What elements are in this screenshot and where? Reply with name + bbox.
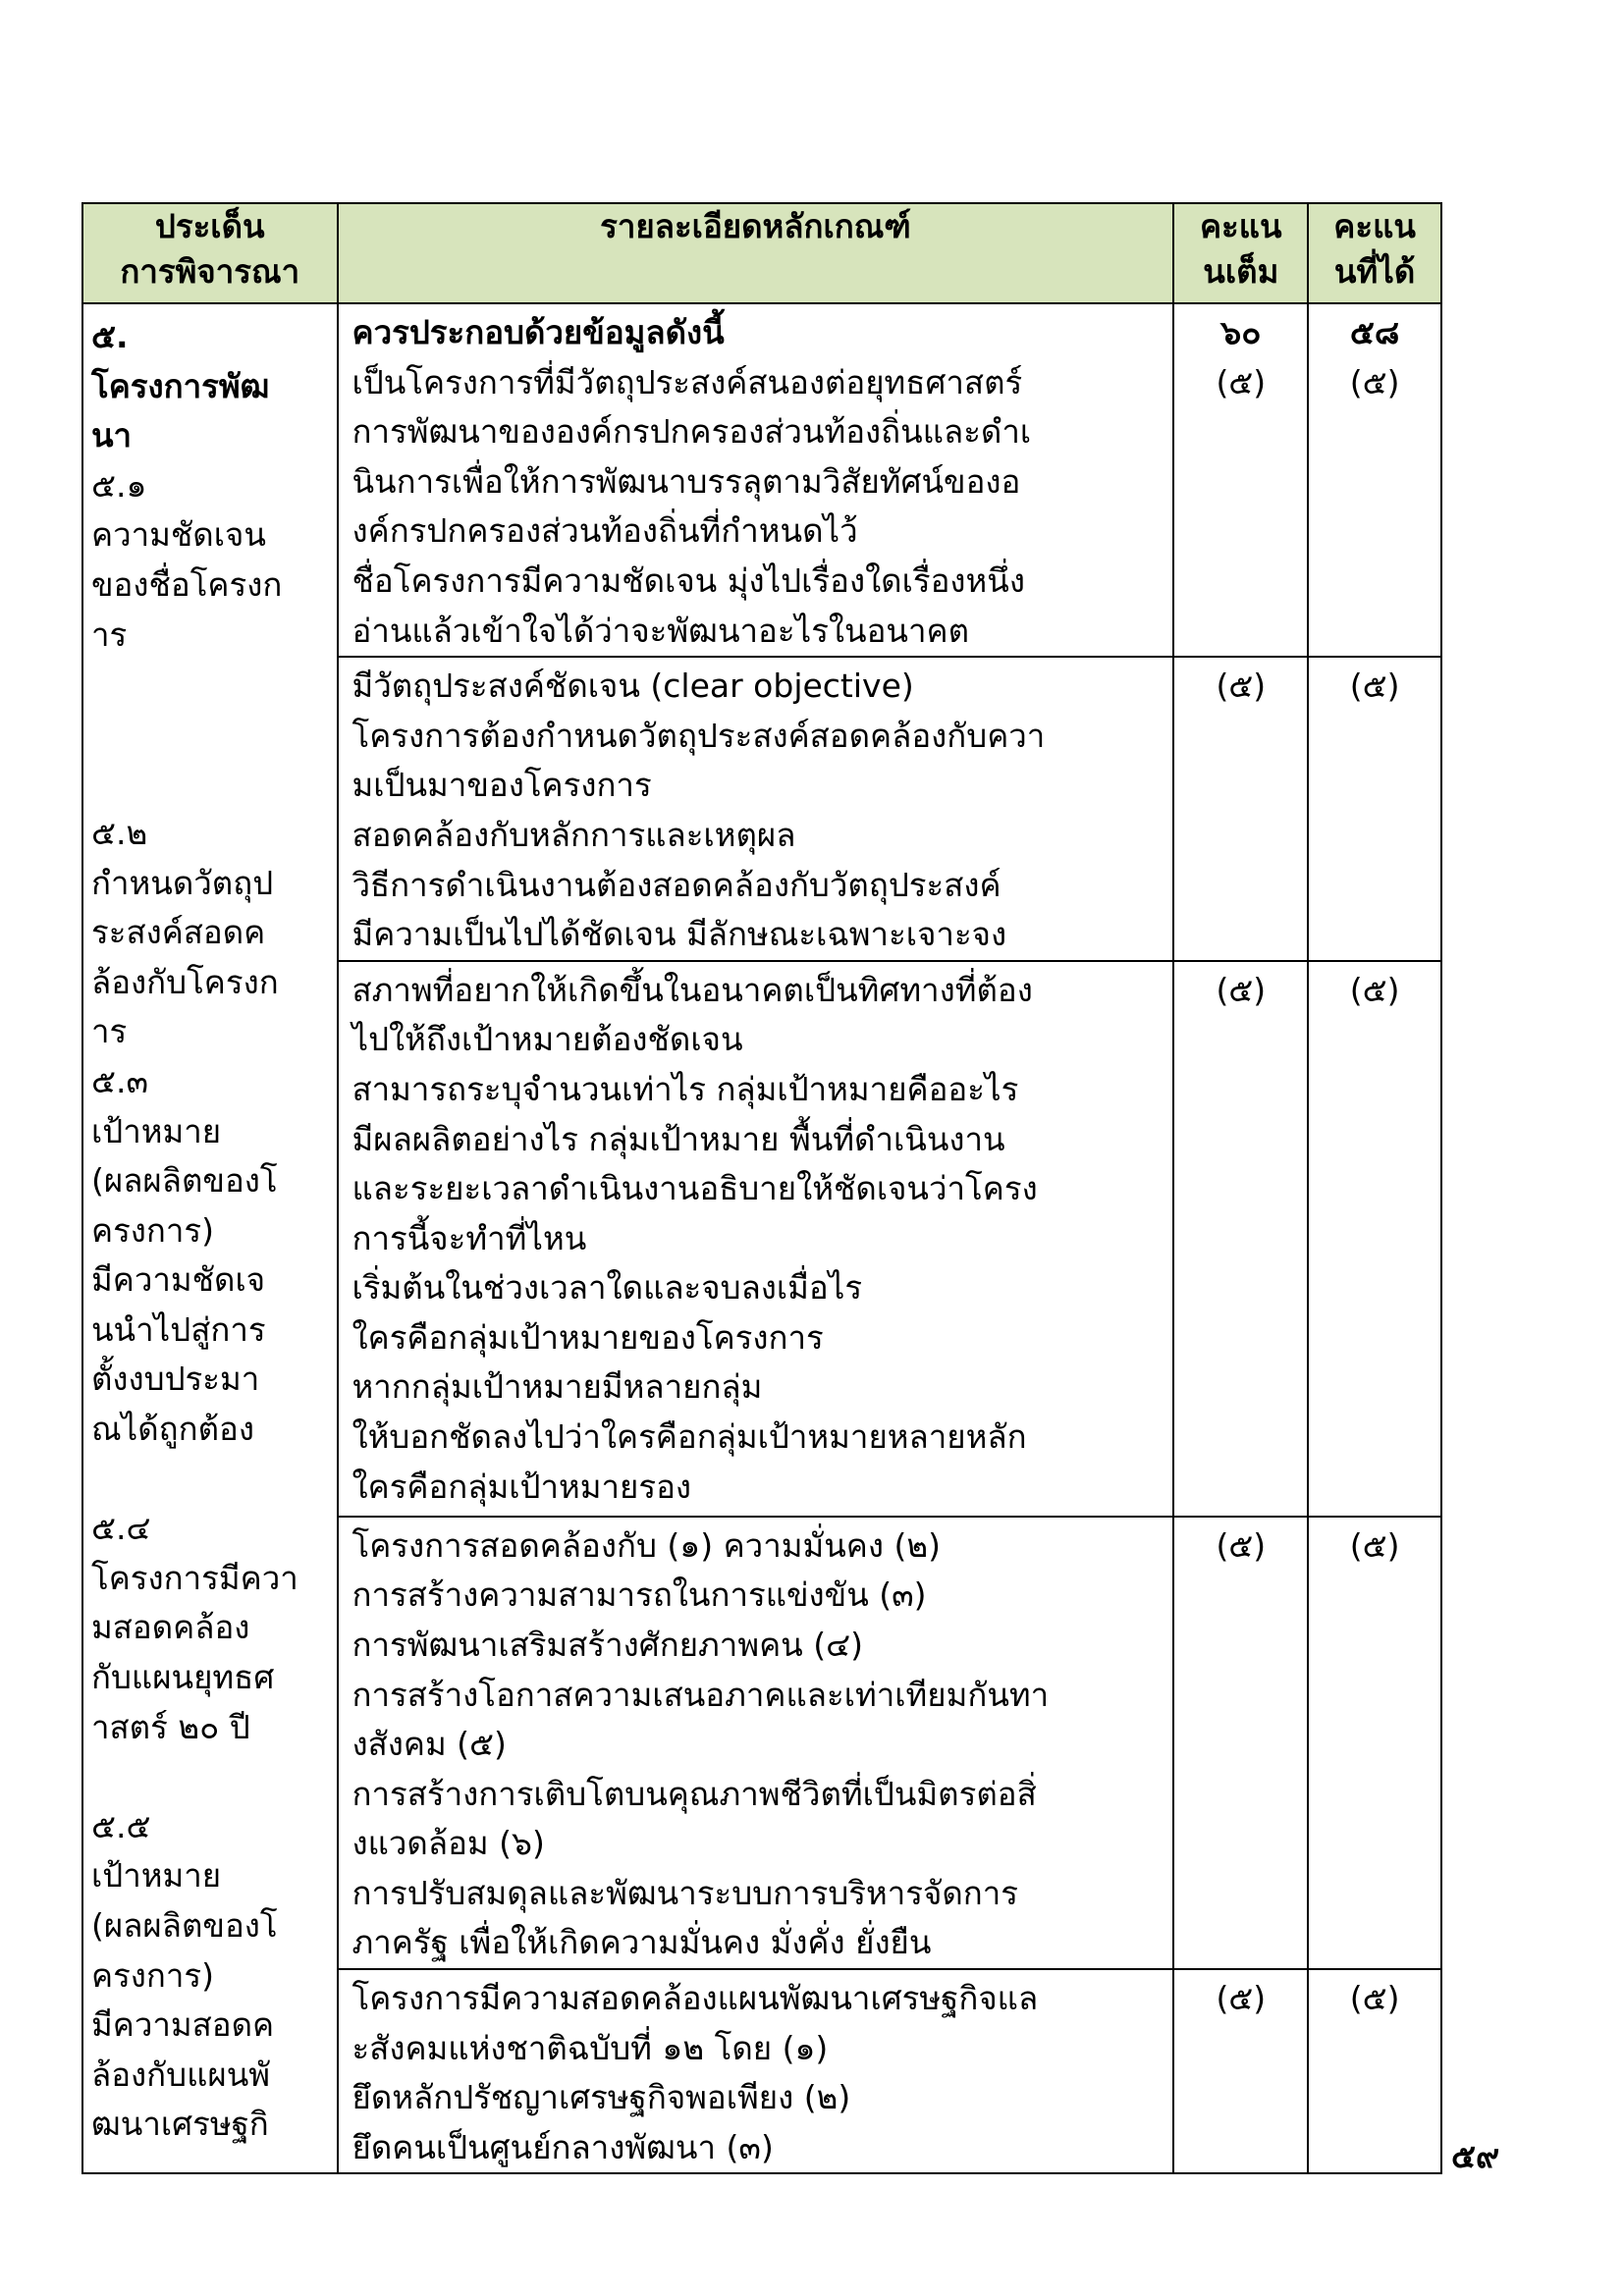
criteria-line: ใครคือกลุ่มเป้าหมายของโครงการ: [352, 1317, 824, 1357]
criteria-line: สภาพที่อยากให้เกิดขึ้นในอนาคตเป็นทิศทางที่ต้อง: [352, 970, 1033, 1009]
criteria-line: ใครคือกลุ่มเป้าหมายรอง: [352, 1467, 692, 1506]
criteria-table: [81, 202, 1442, 2174]
received-score-cell: [1308, 303, 1441, 657]
issue-main-title-2: นา: [91, 416, 133, 455]
criteria-line: การปรับสมดุลและพัฒนาระบบการบริหารจัดการ: [352, 1873, 1019, 1912]
issue-5-5-line: ครงการ): [91, 1955, 215, 1995]
issue-5-4-line: โครงการมีควา: [91, 1558, 298, 1597]
header-received-score-line-1: คะแน: [1333, 207, 1416, 245]
page-number: ๕๙: [1451, 2137, 1500, 2175]
full-score-cell: [1173, 961, 1308, 1517]
criteria-line: ะสังคมแห่งชาติฉบับที่ ๑๒ โดย (๑): [352, 2028, 829, 2067]
criteria-line: มีผลผลิตอย่างไร กลุ่มเป้าหมาย พื้นที่ดำเนินงาน: [352, 1119, 1005, 1158]
issue-5-3-line: เป้าหมาย: [91, 1111, 222, 1150]
issue-5-3-line: นนำไปสู่การ: [91, 1309, 266, 1349]
full-score: (๕): [1216, 362, 1267, 401]
header-criteria: รายละเอียดหลักเกณฑ์: [338, 203, 1174, 303]
criteria-line: วิธีการดำเนินงานต้องสอดคล้องกับวัตถุประสงค์: [352, 865, 1001, 904]
issue-5-2-line: ระสงค์สอดค: [91, 913, 266, 952]
criteria-cell: [338, 303, 1174, 657]
issue-5-1-number: ๕.๑: [91, 465, 147, 505]
criteria-line: การพัฒนาเสริมสร้างศักยภาพคน (๔): [352, 1625, 863, 1664]
received-score: (๕): [1349, 667, 1400, 706]
criteria-cell: [338, 1517, 1174, 1969]
criteria-line: สอดคล้องกับหลักการและเหตุผล: [352, 815, 796, 854]
header-full-score-line-1: คะแน: [1199, 207, 1282, 245]
full-score-cell: [1173, 1969, 1308, 2173]
issue-5-1-line: าร: [91, 614, 128, 654]
issues-column: [82, 303, 338, 2173]
issue-5-2-number: ๕.๒: [91, 813, 148, 852]
issue-5-5-line: มีความสอดค: [91, 2005, 275, 2045]
criteria-line: อ่านแล้วเข้าใจได้ว่าจะพัฒนาอะไรในอนาคต: [352, 611, 969, 650]
received-score: (๕): [1349, 1525, 1400, 1565]
criteria-line: มีความเป็นไปได้ชัดเจน มีลักษณะเฉพาะเจาะจง: [352, 915, 1007, 954]
criteria-line: สามารถระบุจำนวนเท่าไร กลุ่มเป้าหมายคืออะไร: [352, 1069, 1019, 1108]
header-full-score: [1173, 203, 1308, 303]
issue-main-number: ๕.: [91, 317, 129, 355]
issue-5-5-line: เป้าหมาย: [91, 1856, 222, 1896]
criteria-line: ไปให้ถึงเป้าหมายต้องชัดเจน: [352, 1020, 743, 1059]
criteria-cell: [338, 961, 1174, 1517]
criteria-line: ภาครัฐ เพื่อให้เกิดความมั่นคง มั่งคั่ง ยั่งยืน: [352, 1923, 932, 1962]
criteria-line: งสังคม (๕): [352, 1725, 507, 1764]
received-score: (๕): [1349, 362, 1400, 401]
header-received-score: [1308, 203, 1441, 303]
criteria-line: เริ่มต้นในช่วงเวลาใดและจบลงเมื่อไร: [352, 1268, 863, 1308]
issue-5-2-line: กำหนดวัตถุป: [91, 863, 274, 902]
criteria-line: งแวดล้อม (๖): [352, 1824, 545, 1863]
issue-5-3-line: ตั้งงบประมา: [91, 1360, 260, 1399]
criteria-line: ให้บอกชัดลงไปว่าใครคือกลุ่มเป้าหมายหลายหลัก: [352, 1417, 1027, 1457]
issue-5-2-line: าร: [91, 1012, 128, 1051]
criteria-line: การสร้างการเติบโตบนคุณภาพชีวิตที่เป็นมิตรต่อสิ่: [352, 1774, 1037, 1813]
issue-5-3-line: (ผลผลิตของโ: [91, 1161, 278, 1201]
criteria-line: โครงการมีความสอดคล้องแผนพัฒนาเศรษฐกิจแล: [352, 1979, 1039, 2018]
issue-5-5-number: ๕.๕: [91, 1806, 151, 1845]
issue-5-5-line: (ผลผลิตของโ: [91, 1906, 278, 1945]
received-score-cell: [1308, 1969, 1441, 2173]
issue-5-5-line: ล้องกับแผนพั: [91, 2055, 270, 2094]
criteria-line: มเป็นมาของโครงการ: [352, 766, 652, 805]
criteria-line: ยึดหลักปรัชญาเศรษฐกิจพอเพียง (๒): [352, 2078, 851, 2117]
criteria-line: นินการเพื่อให้การพัฒนาบรรลุตามวิสัยทัศน์ของอ: [352, 461, 1021, 501]
header-issue-line-1: ประเด็น: [154, 207, 265, 245]
received-score-cell: [1308, 961, 1441, 1517]
table-header-row: [82, 203, 1441, 303]
issue-5-1-line: ของชื่อโครงก: [91, 564, 283, 604]
received-score-cell: [1308, 1517, 1441, 1969]
issue-5-3-line: ณได้ถูกต้อง: [91, 1410, 254, 1449]
issue-5-4-number: ๕.๔: [91, 1509, 151, 1548]
criteria-line: มีวัตถุประสงค์ชัดเจน (clear objective): [352, 667, 914, 706]
criteria-line: โครงการต้องกำหนดวัตถุประสงค์สอดคล้องกับควา: [352, 716, 1046, 755]
full-score: (๕): [1216, 667, 1267, 706]
issue-5-4-line: กับแผนยุทธศ: [91, 1658, 275, 1697]
criteria-line: หากกลุ่มเป้าหมายมีหลายกลุ่ม: [352, 1367, 763, 1407]
criteria-line: การพัฒนาขององค์กรปกครองส่วนท้องถิ่นและดำเ: [352, 412, 1032, 452]
criteria-cell: [338, 657, 1174, 961]
criteria-line: การสร้างความสามารถในการแข่งขัน (๓): [352, 1575, 927, 1615]
header-issue: [82, 203, 338, 303]
full-score-cell: [1173, 1517, 1308, 1969]
criteria-line: การสร้างโอกาสความเสนอภาคและเท่าเทียมกันทา: [352, 1675, 1050, 1714]
issue-5-4-line: าสตร์ ๒๐ ปี: [91, 1707, 250, 1746]
received-score-cell: [1308, 657, 1441, 961]
issue-5-3-line: ครงการ): [91, 1210, 215, 1250]
issue-5-3-line: มีความชัดเจ: [91, 1260, 266, 1300]
received-score: (๕): [1349, 1979, 1400, 2018]
issue-5-2-line: ล้องกับโครงก: [91, 962, 279, 1001]
criteria-line: และระยะเวลาดำเนินงานอธิบายให้ชัดเจนว่าโครง: [352, 1169, 1038, 1208]
issue-5-4-line: มสอดคล้อง: [91, 1608, 250, 1647]
table-row: [82, 303, 1441, 657]
received-score-total: ๕๘: [1349, 313, 1400, 351]
criteria-line: ยึดคนเป็นศูนย์กลางพัฒนา (๓): [352, 2127, 774, 2166]
header-received-score-line-2: นที่ได้: [1333, 252, 1416, 291]
full-score-total: ๖๐: [1220, 313, 1262, 351]
issue-5-3-number: ๕.๓: [91, 1061, 149, 1100]
received-score: (๕): [1349, 970, 1400, 1009]
issue-main-title-1: โครงการพัฒ: [91, 366, 270, 405]
criteria-line: ชื่อโครงการมีความชัดเจน มุ่งไปเรื่องใดเรื่องหนึ่ง: [352, 561, 1025, 600]
issue-5-5-line: ฒนาเศรษฐกิ: [91, 2105, 269, 2144]
criteria-line: โครงการสอดคล้องกับ (๑) ความมั่นคง (๒): [352, 1525, 941, 1565]
criteria-heading: ควรประกอบด้วยข้อมูลดังนี้: [352, 313, 725, 351]
full-score-cell: [1173, 657, 1308, 961]
header-full-score-line-2: นเต็ม: [1203, 252, 1279, 291]
full-score: (๕): [1216, 1525, 1267, 1565]
header-issue-line-2: การพิจารณา: [120, 252, 300, 291]
issue-5-1-line: ความชัดเจน: [91, 515, 266, 555]
criteria-cell: [338, 1969, 1174, 2173]
full-score: (๕): [1216, 970, 1267, 1009]
criteria-line: งค์กรปกครองส่วนท้องถิ่นที่กำหนดไว้: [352, 511, 858, 551]
criteria-line: เป็นโครงการที่มีวัตถุประสงค์สนองต่อยุทธศาสตร์: [352, 362, 1023, 401]
criteria-line: การนี้จะทำที่ไหน: [352, 1218, 587, 1257]
full-score-cell: [1173, 303, 1308, 657]
full-score: (๕): [1216, 1979, 1267, 2018]
